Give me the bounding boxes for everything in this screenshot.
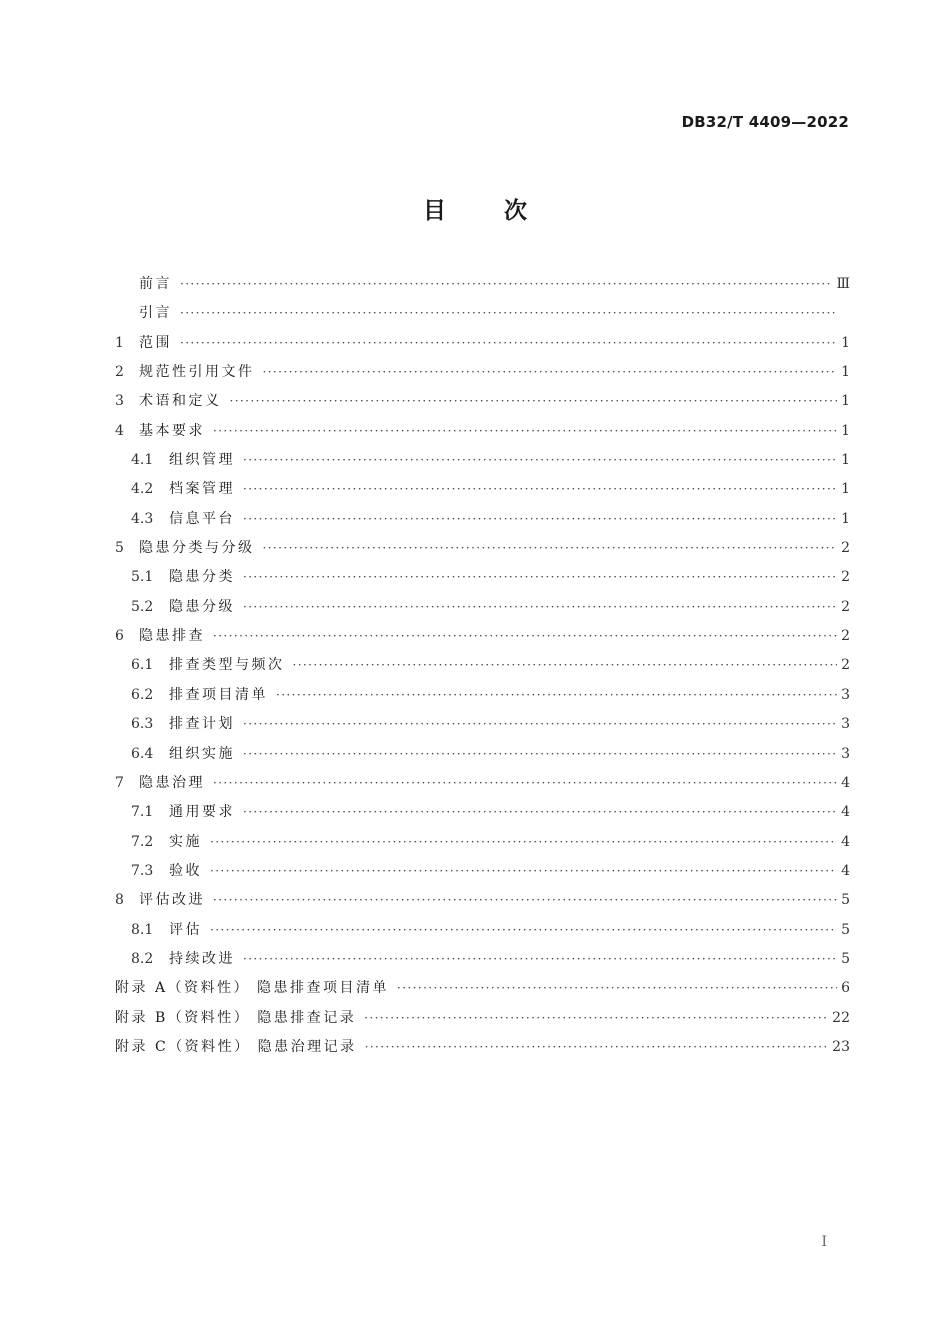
toc-entry-title: 评估改进 xyxy=(139,892,205,909)
toc-entry[interactable] xyxy=(115,710,850,739)
toc-entry-page: 3 xyxy=(841,745,850,762)
toc-entry-title: 组织管理 xyxy=(169,452,235,469)
toc-entry-page: 4 xyxy=(841,862,850,879)
toc-dot-leader xyxy=(243,446,837,475)
toc-entry[interactable] xyxy=(115,651,850,680)
toc-entry[interactable] xyxy=(115,475,850,504)
toc-entry-number: 7.2 xyxy=(131,833,154,850)
toc-entry-page: 1 xyxy=(841,452,850,469)
toc-entry-number: 3 xyxy=(115,393,124,410)
toc-entry-title: 实施 xyxy=(169,833,202,850)
toc-entry-number: 4 xyxy=(115,422,124,439)
toc-entry[interactable] xyxy=(115,358,850,387)
toc-entry-page: 4 xyxy=(841,833,850,850)
toc-entry-page: 2 xyxy=(841,598,850,615)
toc-entry[interactable] xyxy=(115,916,850,945)
toc-dot-leader xyxy=(230,387,838,416)
toc-entry-title: 排查项目清单 xyxy=(169,686,268,703)
toc-entry[interactable] xyxy=(115,329,850,358)
toc-entry-title: 验收 xyxy=(169,862,202,879)
toc-entry-number: 4.2 xyxy=(131,481,154,498)
toc-entry[interactable] xyxy=(115,387,850,416)
toc-entry-title: 附录 A（资料性） 隐患排查项目清单 xyxy=(115,980,390,997)
toc-dot-leader xyxy=(180,299,838,328)
toc-entry-page: Ⅲ xyxy=(836,276,850,292)
toc-entry-number: 2 xyxy=(115,364,124,381)
toc-dot-leader xyxy=(263,358,838,387)
toc-entry-title: 隐患分类 xyxy=(169,569,235,586)
toc-entry-page: 1 xyxy=(841,481,850,498)
toc-dot-leader xyxy=(243,563,837,592)
toc-entry[interactable] xyxy=(115,974,850,1003)
toc-entry-title: 范围 xyxy=(139,334,172,351)
toc-entry-number: 8 xyxy=(115,892,124,909)
document-code: DB32/T 4409—2022 xyxy=(681,113,849,131)
toc-entry-title: 前言 xyxy=(139,276,172,292)
toc-entry-title: 档案管理 xyxy=(169,481,235,498)
toc-entry-number: 6.3 xyxy=(131,716,154,733)
toc-dot-leader xyxy=(276,681,837,710)
toc-dot-leader xyxy=(213,769,837,798)
toc-entry-title: 隐患分类与分级 xyxy=(139,540,255,557)
toc-entry-title: 附录 B（资料性） 隐患排查记录 xyxy=(115,1009,357,1026)
toc-entry-page: 3 xyxy=(841,686,850,703)
toc-entry[interactable] xyxy=(115,857,850,886)
toc-dot-leader xyxy=(243,475,837,504)
toc-entry-number: 5.1 xyxy=(131,569,154,586)
toc-dot-leader xyxy=(397,974,837,1003)
toc-entry-number: 7.3 xyxy=(131,862,154,879)
toc-entry-number: 5 xyxy=(115,540,124,557)
toc-entry-number: 5.2 xyxy=(131,598,154,615)
toc-entry-title: 引言 xyxy=(139,305,172,322)
toc-entry-number: 4.1 xyxy=(131,452,154,469)
toc-entry-page: 2 xyxy=(841,628,850,645)
toc-entry-title: 排查类型与频次 xyxy=(169,657,285,674)
toc-dot-leader xyxy=(243,740,837,769)
toc-entry[interactable] xyxy=(115,828,850,857)
toc-entry-number: 6.1 xyxy=(131,657,154,674)
toc-entry-page: 5 xyxy=(841,950,850,967)
toc-entry-page: 4 xyxy=(841,774,850,791)
toc-dot-leader xyxy=(243,593,837,622)
toc-dot-leader xyxy=(213,417,837,446)
toc-entry[interactable] xyxy=(115,563,850,592)
toc-dot-leader xyxy=(243,710,837,739)
toc-dot-leader xyxy=(213,622,837,651)
toc-entry-number: 1 xyxy=(115,334,124,351)
table-of-contents xyxy=(115,270,850,1062)
toc-entry-number: 6 xyxy=(115,628,124,645)
toc-dot-leader xyxy=(243,945,837,974)
toc-entry-page: 1 xyxy=(841,364,850,381)
page-title: 目次 xyxy=(423,198,585,224)
toc-entry-number: 7 xyxy=(115,774,124,791)
toc-dot-leader xyxy=(365,1033,829,1062)
toc-entry-page: 1 xyxy=(841,334,850,351)
toc-entry-page: 1 xyxy=(841,393,850,410)
toc-entry-number: 4.3 xyxy=(131,510,154,527)
toc-entry-title: 基本要求 xyxy=(139,422,205,439)
toc-entry[interactable] xyxy=(115,299,850,328)
toc-entry-title: 信息平台 xyxy=(169,510,235,527)
toc-entry-number: 7.1 xyxy=(131,804,154,821)
toc-entry-page: 5 xyxy=(841,892,850,909)
toc-entry[interactable] xyxy=(115,593,850,622)
toc-entry-page: 1 xyxy=(841,422,850,439)
toc-entry-page: 1 xyxy=(841,510,850,527)
page-number: I xyxy=(821,1234,827,1250)
toc-entry-page: 22 xyxy=(832,1009,850,1026)
toc-entry-title: 组织实施 xyxy=(169,745,235,762)
toc-entry[interactable] xyxy=(115,446,850,475)
toc-entry-title: 隐患分级 xyxy=(169,598,235,615)
toc-dot-leader xyxy=(293,651,838,680)
toc-entry-page: 5 xyxy=(841,921,850,938)
toc-entry[interactable] xyxy=(115,681,850,710)
toc-entry[interactable] xyxy=(115,417,850,446)
toc-entry-title: 排查计划 xyxy=(169,716,235,733)
toc-entry-number: 8.2 xyxy=(131,950,154,967)
toc-entry[interactable] xyxy=(115,740,850,769)
toc-entry-title: 持续改进 xyxy=(169,950,235,967)
toc-entry-number: 6.4 xyxy=(131,745,154,762)
toc-entry-title: 术语和定义 xyxy=(139,393,222,410)
toc-dot-leader xyxy=(263,534,838,563)
toc-entry[interactable] xyxy=(115,886,850,915)
toc-entry-number: 8.1 xyxy=(131,921,154,938)
toc-entry[interactable] xyxy=(115,945,850,974)
toc-dot-leader xyxy=(210,857,837,886)
toc-entry[interactable] xyxy=(115,1004,850,1033)
toc-entry[interactable] xyxy=(115,622,850,651)
toc-entry-page: 2 xyxy=(841,540,850,557)
toc-entry-page: 3 xyxy=(841,716,850,733)
toc-dot-leader xyxy=(180,270,832,299)
toc-dot-leader xyxy=(243,798,837,827)
toc-dot-leader xyxy=(364,1004,828,1033)
toc-entry-title: 规范性引用文件 xyxy=(139,364,255,381)
toc-entry-title: 附录 C（资料性） 隐患治理记录 xyxy=(115,1038,357,1055)
toc-entry-page: 2 xyxy=(841,657,850,674)
toc-entry-page: 4 xyxy=(841,804,850,821)
toc-entry[interactable] xyxy=(115,270,850,299)
toc-entry-title: 通用要求 xyxy=(169,804,235,821)
toc-entry-page: 6 xyxy=(841,980,850,997)
toc-entry-title: 隐患排查 xyxy=(139,628,205,645)
toc-dot-leader xyxy=(213,886,837,915)
toc-entry-title: 隐患治理 xyxy=(139,774,205,791)
toc-entry-number: 6.2 xyxy=(131,686,154,703)
toc-entry-page: 23 xyxy=(832,1038,850,1055)
toc-entry[interactable] xyxy=(115,769,850,798)
toc-entry[interactable] xyxy=(115,534,850,563)
toc-entry[interactable] xyxy=(115,1033,850,1062)
toc-dot-leader xyxy=(243,505,837,534)
toc-dot-leader xyxy=(180,329,837,358)
toc-entry-page: 2 xyxy=(841,569,850,586)
toc-dot-leader xyxy=(210,916,837,945)
toc-entry[interactable] xyxy=(115,798,850,827)
toc-entry-title: 评估 xyxy=(169,921,202,938)
toc-entry[interactable] xyxy=(115,505,850,534)
toc-dot-leader xyxy=(210,828,837,857)
